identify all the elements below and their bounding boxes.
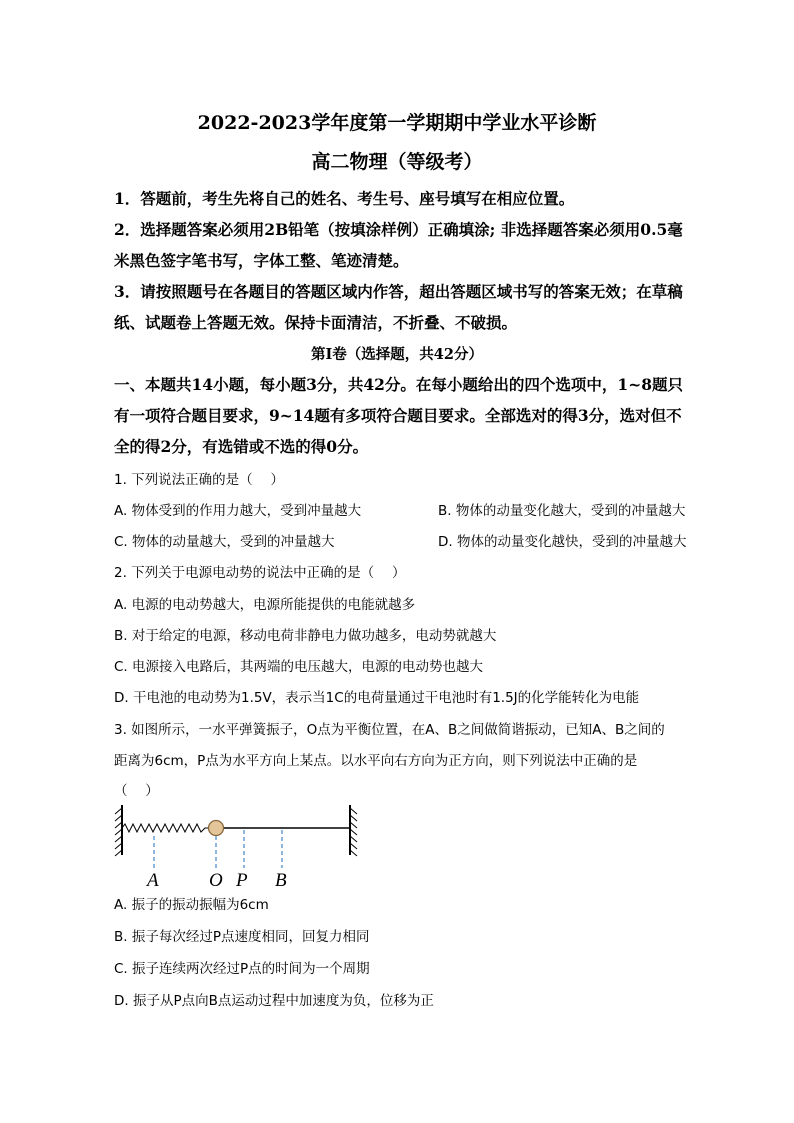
q3-option-b: B. 振子每次经过P点速度相同，回复力相同 — [114, 929, 370, 945]
label-a: A — [147, 870, 159, 891]
q2-option-c: C. 电源接入电路后，其两端的电压越大，电源的电动势也越大 — [114, 659, 484, 675]
left-wall-hatching — [115, 808, 122, 856]
q2-option-a: A. 电源的电动势越大，电源所能提供的电能就越多 — [114, 597, 416, 613]
label-p: P — [236, 870, 248, 891]
q1-stem: 1. 下列说法正确的是（ ） — [114, 472, 284, 488]
label-o: O — [209, 870, 223, 891]
section-title: 第I卷（选择题，共42分） — [311, 346, 483, 363]
q3-stem-line-3: （ ） — [114, 783, 159, 799]
exam-subtitle: 高二物理（等级考） — [311, 151, 483, 173]
section-intro-line-1: 一、本题共14小题，每小题3分，共42分。在每小题给出的四个选项中，1~8题只 — [114, 375, 683, 394]
spring — [122, 824, 209, 832]
section-intro-line-3: 全的得2分，有选错或不选的得0分。 — [114, 437, 369, 456]
q3-option-a: A. 振子的振动振幅为6cm — [114, 897, 269, 913]
exam-title: 2022-2023学年度第一学期期中学业水平诊断 — [197, 112, 597, 134]
q3-option-c: C. 振子连续两次经过P点的时间为一个周期 — [114, 961, 370, 977]
q1-option-d: D. 物体的动量变化越快，受到的冲量越大 — [438, 534, 687, 550]
right-wall-hatching — [350, 808, 357, 856]
q3-stem-line-1: 3. 如图所示，一水平弹簧振子，O点为平衡位置，在A、B之间做简谐振动，已知A、B之间的 — [114, 722, 665, 738]
instruction-line-2: 2．选择题答案必须用2B铅笔（按填涂样例）正确填涂; 非选择题答案必须用0.5毫 — [114, 220, 683, 239]
q2-option-d: D. 干电池的电动势为1.5V，表示当1C的电荷量通过干电池时有1.5J的化学能转化为电能 — [114, 690, 640, 706]
spring-oscillator-figure — [112, 800, 362, 892]
oscillator-ball — [209, 821, 224, 836]
section-intro-line-2: 有一项符合题目要求，9~14题有多项符合题目要求。全部选对的得3分，选对但不 — [114, 406, 682, 425]
label-b: B — [275, 870, 287, 891]
instruction-line-4: 3．请按照题号在各题目的答题区域内作答，超出答题区域书写的答案无效；在草稿 — [114, 282, 683, 301]
q1-option-c: C. 物体的动量越大，受到的冲量越大 — [114, 534, 335, 550]
instruction-line-3: 米黑色签字笔书写，字体工整、笔迹清楚。 — [114, 251, 409, 270]
q1-option-a: A. 物体受到的作用力越大，受到冲量越大 — [114, 503, 362, 519]
q3-option-d: D. 振子从P点向B点运动过程中加速度为负，位移为正 — [114, 993, 434, 1009]
q2-stem: 2. 下列关于电源电动势的说法中正确的是（ ） — [114, 565, 406, 581]
q2-option-b: B. 对于给定的电源，移动电荷非静电力做功越多，电动势就越大 — [114, 628, 497, 644]
instruction-line-5: 纸、试题卷上答题无效。保持卡面清洁，不折叠、不破损。 — [114, 313, 518, 332]
instruction-line-1: 1．答题前，考生先将自己的姓名、考生号、座号填写在相应位置。 — [114, 189, 575, 208]
q1-option-b: B. 物体的动量变化越大，受到的冲量越大 — [438, 503, 686, 519]
q3-stem-line-2: 距离为6cm，P点为水平方向上某点。以水平向右方向为正方向，则下列说法中正确的是 — [114, 753, 638, 769]
